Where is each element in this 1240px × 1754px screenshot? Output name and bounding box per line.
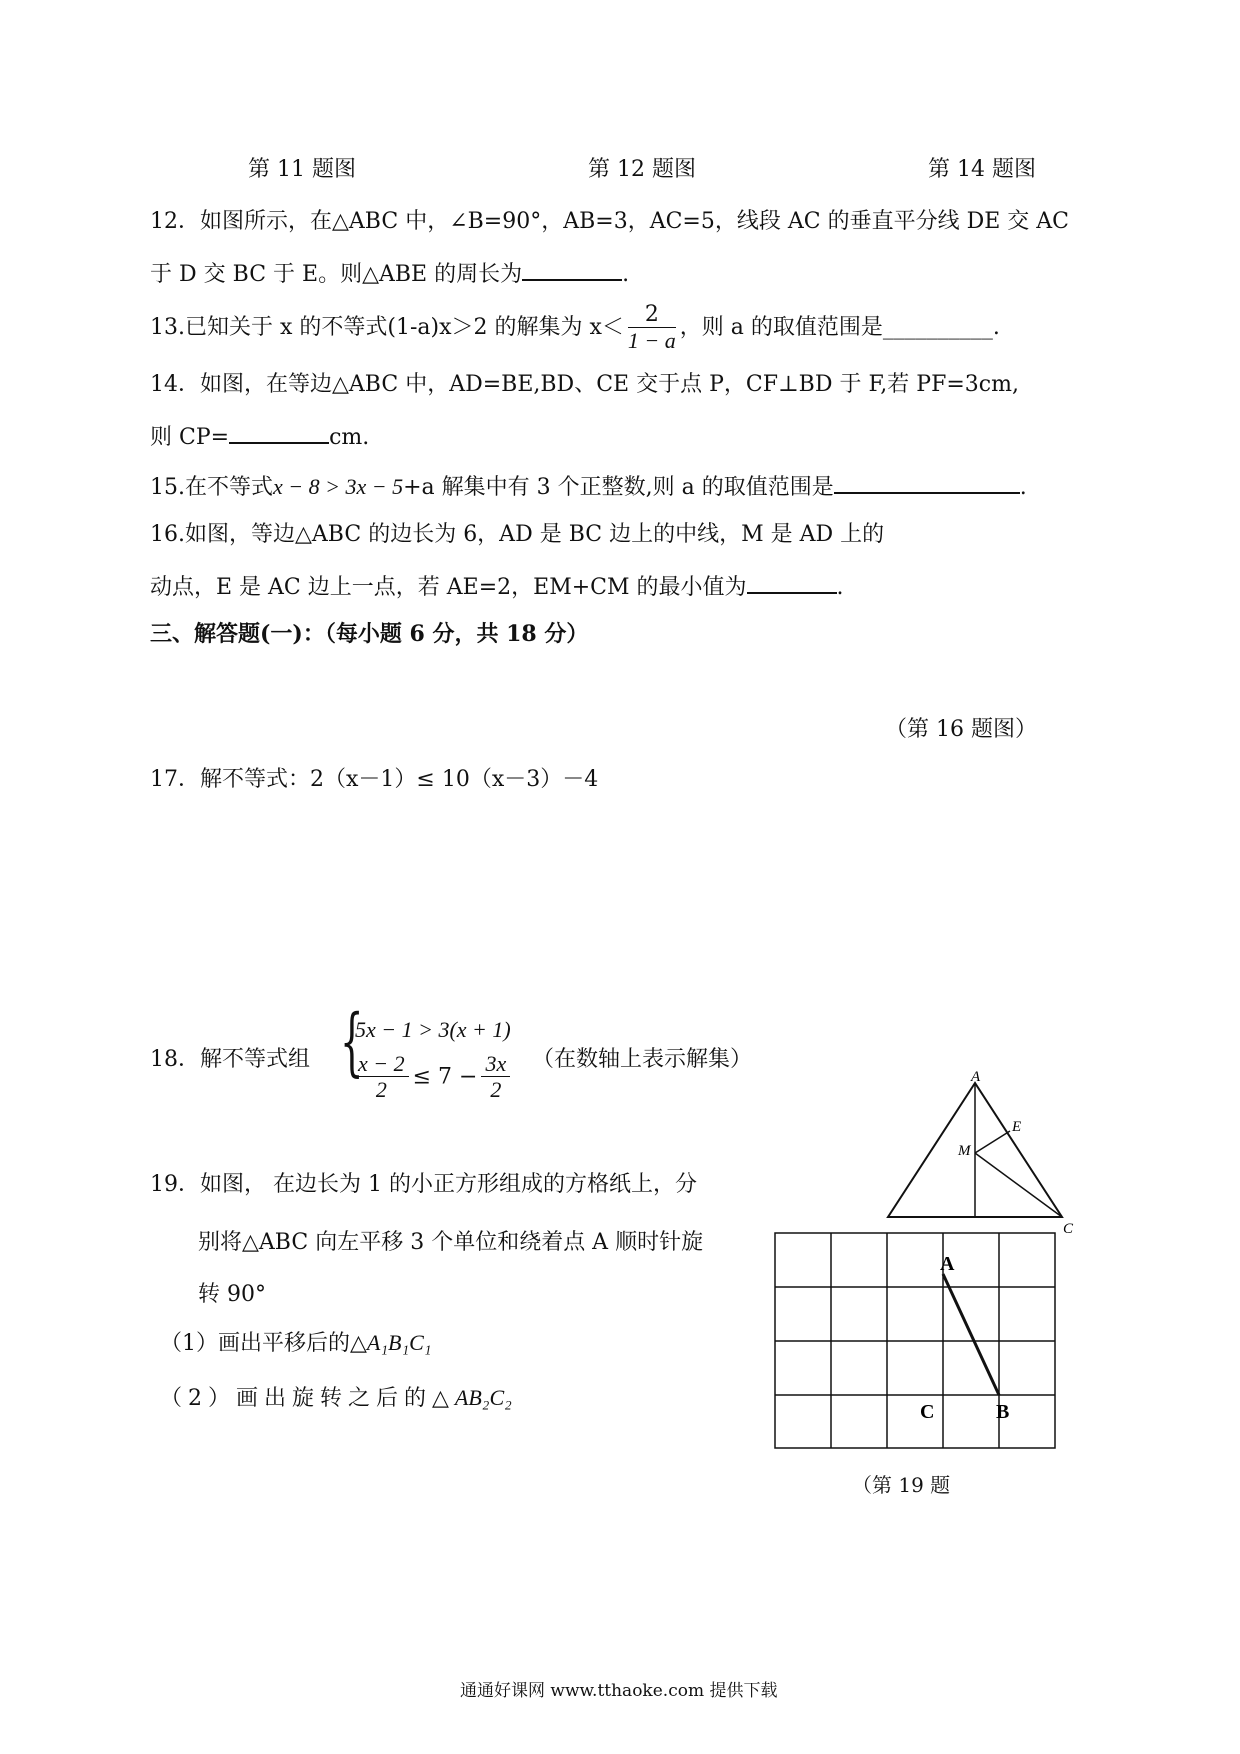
page-footer: 通通好课网 www.tthaoke.com 提供下载 xyxy=(460,1681,778,1701)
fraction-numerator: 2 xyxy=(628,303,676,328)
fig19-label-c: C xyxy=(920,1401,935,1423)
question-14-post: cm. xyxy=(329,425,370,450)
fig16-label-a: A xyxy=(971,1069,981,1085)
question-19-line3: 转 90° xyxy=(198,1282,266,1307)
answer-blank-14[interactable] xyxy=(229,420,329,444)
system-equation-2 xyxy=(350,1052,514,1103)
question-16-line1: 16.如图，等边△ABC 的边长为 6，AD 是 BC 边上的中线，M 是 AD 上的 xyxy=(150,522,885,547)
question-16-line2 xyxy=(150,570,844,603)
question-12-text: 于 D 交 BC 于 E。则△ABE 的周长为 xyxy=(150,262,523,287)
fig19-label-b: B xyxy=(996,1401,1010,1423)
section-heading: 三、解答题(一)：（每小题 6 分，共 18 分） xyxy=(150,621,589,647)
question-19-line2: 别将△ABC 向左平移 3 个单位和绕着点 A 顺时针旋 xyxy=(198,1230,704,1255)
question-16-text: 动点，E 是 AC 边上一点，若 AE=2，EM+CM 的最小值为 xyxy=(150,575,747,600)
answer-blank-16[interactable] xyxy=(747,570,837,594)
eq2-fraction-right xyxy=(481,1052,510,1103)
question-15-pre: 15.在不等式 xyxy=(150,475,273,500)
answer-blank-13[interactable]: __________ xyxy=(882,315,993,340)
figure-caption-14: 第 14 题图 xyxy=(928,157,1036,182)
eq2-denominator-left: 2 xyxy=(375,1077,387,1102)
question-12-end: . xyxy=(622,262,630,287)
figure-caption-11: 第 11 题图 xyxy=(248,157,356,182)
figure-19-grid xyxy=(770,1228,1060,1473)
fig16-label-m: M xyxy=(958,1143,971,1159)
question-14-pre: 则 CP= xyxy=(150,425,230,450)
fig16-label-c: C xyxy=(1063,1221,1074,1237)
eq2-denominator-right: 2 xyxy=(490,1077,502,1102)
question-19-line1: 19．如图， 在边长为 1 的小正方形组成的方格纸上，分 xyxy=(150,1172,697,1197)
system-equation-1: 5x − 1 > 3(x + 1) xyxy=(355,1017,511,1042)
eq2-numerator-right: 3x xyxy=(481,1052,510,1077)
system-brace: { xyxy=(340,999,364,1085)
question-19-part2-triangle: AB₂C₂ xyxy=(454,1385,512,1410)
eq2-middle: ≤ 7 − xyxy=(412,1064,478,1090)
question-15-post: +a 解集中有 3 个正整数,则 a 的取值范围是 xyxy=(403,475,834,500)
figure-caption-16: （第 16 题图） xyxy=(885,717,1037,742)
answer-blank-15[interactable] xyxy=(834,470,1020,494)
eq2-numerator-left: x − 2 xyxy=(354,1052,409,1077)
question-14-line2 xyxy=(150,420,369,453)
question-13-fraction xyxy=(628,303,676,354)
eq2-fraction-left xyxy=(354,1052,409,1103)
question-13-post: ，则 a 的取值范围是 xyxy=(679,315,883,340)
question-19-part1-triangle: A₁B₁C₁ xyxy=(366,1330,432,1355)
figure-16-triangle xyxy=(870,1065,1080,1240)
fig16-label-e: E xyxy=(1012,1119,1022,1135)
question-13-pre: 13.已知关于 x 的不等式(1-a)x＞2 的解集为 x＜ xyxy=(150,315,624,340)
question-16-end: . xyxy=(836,575,844,600)
question-14-line1: 14．如图，在等边△ABC 中，AD=BE,BD、CE 交于点 P，CF⊥BD 于 F,若 PF=3cm, xyxy=(150,372,1019,397)
question-15 xyxy=(150,470,1027,503)
fig19-label-a: A xyxy=(940,1253,955,1275)
question-19-part2 xyxy=(160,1383,512,1414)
fraction-denominator: 1 − a xyxy=(627,327,676,353)
question-17: 17．解不等式：2（x－1）≤ 10（x－3）－4 xyxy=(150,767,599,792)
question-18-note: （在数轴上表示解集） xyxy=(532,1047,753,1072)
question-18-label: 18．解不等式组 xyxy=(150,1047,310,1072)
question-19-part1 xyxy=(160,1328,431,1359)
question-19-part1-text: （1）画出平移后的△ xyxy=(160,1331,367,1356)
question-15-expression: x − 8 > 3x − 5 xyxy=(273,474,404,499)
question-12-line2 xyxy=(150,257,629,290)
question-12-line1: 12．如图所示，在△ABC 中，∠B=90°，AB=3，AC=5，线段 AC 的垂直平分线 DE 交 AC xyxy=(150,209,1069,234)
answer-blank-12[interactable] xyxy=(522,257,622,281)
figure-caption-12: 第 12 题图 xyxy=(588,157,696,182)
question-13-end: . xyxy=(992,315,1000,340)
question-13 xyxy=(150,300,1000,356)
figure-caption-19: （第 19 题 xyxy=(852,1473,951,1497)
question-19-part2-text: （2）画出旋转之后的△ xyxy=(160,1386,455,1411)
question-15-end: . xyxy=(1019,475,1027,500)
